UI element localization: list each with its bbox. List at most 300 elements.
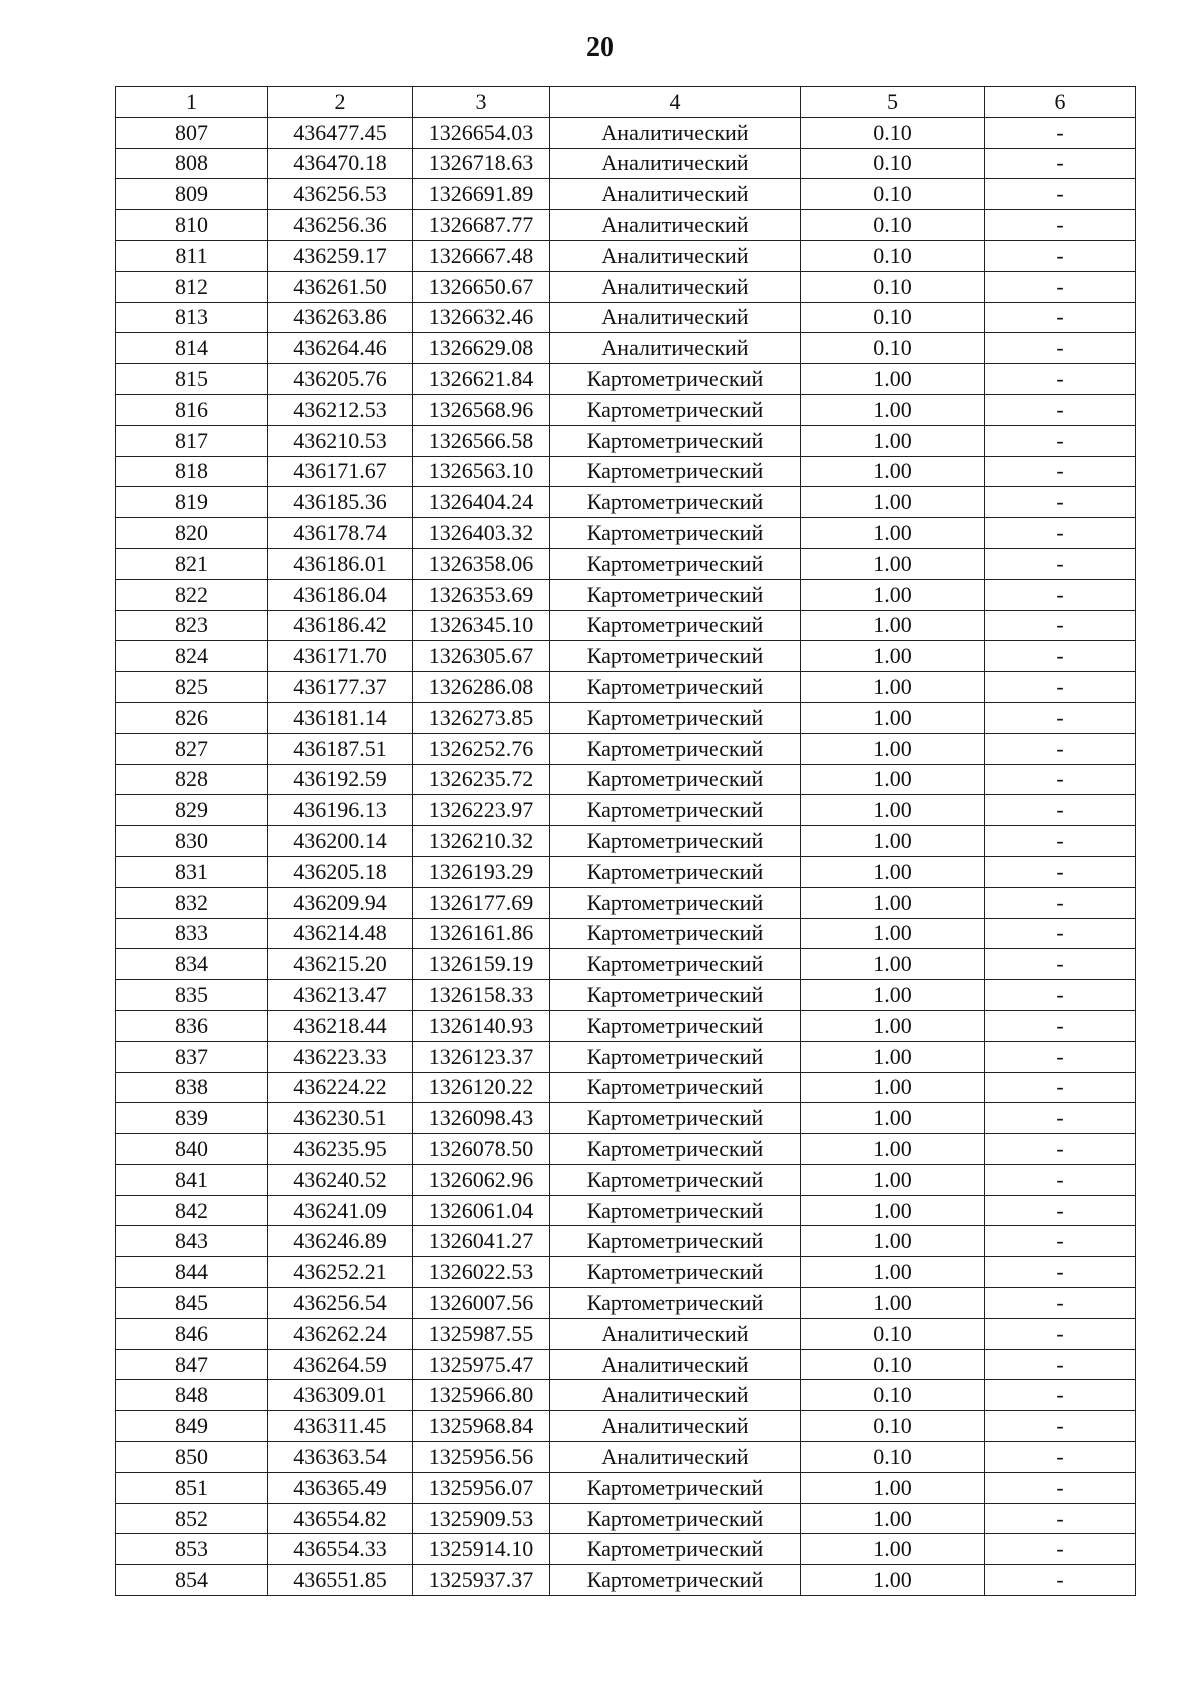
table-row: [116, 487, 1136, 518]
x-coordinate-cell: 436551.85: [268, 1565, 413, 1596]
point-number-cell: 823: [116, 610, 268, 641]
table-row: [116, 1411, 1136, 1442]
note-cell: -: [985, 980, 1136, 1011]
y-coordinate-cell: 1325968.84: [413, 1411, 550, 1442]
point-number-cell: 827: [116, 733, 268, 764]
table-row: [116, 1472, 1136, 1503]
method-cell: Картометрический: [550, 980, 801, 1011]
accuracy-cell: 1.00: [801, 1103, 985, 1134]
point-number-cell: 835: [116, 980, 268, 1011]
column-header-2: 2: [268, 87, 413, 118]
x-coordinate-cell: 436252.21: [268, 1257, 413, 1288]
x-coordinate-cell: 436309.01: [268, 1380, 413, 1411]
table-row: [116, 548, 1136, 579]
method-cell: Картометрический: [550, 456, 801, 487]
accuracy-cell: 1.00: [801, 887, 985, 918]
accuracy-cell: 1.00: [801, 364, 985, 395]
note-cell: -: [985, 579, 1136, 610]
method-cell: Аналитический: [550, 117, 801, 148]
method-cell: Картометрический: [550, 610, 801, 641]
table-row: [116, 887, 1136, 918]
x-coordinate-cell: 436263.86: [268, 302, 413, 333]
method-cell: Картометрический: [550, 518, 801, 549]
note-cell: -: [985, 764, 1136, 795]
method-cell: Картометрический: [550, 548, 801, 579]
method-cell: Картометрический: [550, 579, 801, 610]
accuracy-cell: 1.00: [801, 1503, 985, 1534]
method-cell: Картометрический: [550, 826, 801, 857]
table-row: [116, 364, 1136, 395]
table-row: [116, 1041, 1136, 1072]
y-coordinate-cell: 1326161.86: [413, 918, 550, 949]
y-coordinate-cell: 1326007.56: [413, 1288, 550, 1319]
y-coordinate-cell: 1326062.96: [413, 1164, 550, 1195]
point-number-cell: 846: [116, 1318, 268, 1349]
accuracy-cell: 1.00: [801, 579, 985, 610]
note-cell: -: [985, 518, 1136, 549]
method-cell: Картометрический: [550, 1565, 801, 1596]
point-number-cell: 828: [116, 764, 268, 795]
x-coordinate-cell: 436171.70: [268, 641, 413, 672]
accuracy-cell: 1.00: [801, 795, 985, 826]
note-cell: -: [985, 1503, 1136, 1534]
method-cell: Картометрический: [550, 641, 801, 672]
method-cell: Аналитический: [550, 302, 801, 333]
x-coordinate-cell: 436186.01: [268, 548, 413, 579]
method-cell: Картометрический: [550, 1010, 801, 1041]
table-row: [116, 1318, 1136, 1349]
table-row: [116, 1442, 1136, 1473]
note-cell: -: [985, 733, 1136, 764]
y-coordinate-cell: 1326286.08: [413, 672, 550, 703]
point-number-cell: 807: [116, 117, 268, 148]
point-number-cell: 831: [116, 856, 268, 887]
method-cell: Картометрический: [550, 856, 801, 887]
accuracy-cell: 0.10: [801, 210, 985, 241]
table-row: [116, 1226, 1136, 1257]
y-coordinate-cell: 1326563.10: [413, 456, 550, 487]
x-coordinate-cell: 436246.89: [268, 1226, 413, 1257]
point-number-cell: 813: [116, 302, 268, 333]
method-cell: Аналитический: [550, 333, 801, 364]
note-cell: -: [985, 1565, 1136, 1596]
point-number-cell: 830: [116, 826, 268, 857]
note-cell: -: [985, 1164, 1136, 1195]
y-coordinate-cell: 1326687.77: [413, 210, 550, 241]
method-cell: Картометрический: [550, 733, 801, 764]
table-row: [116, 240, 1136, 271]
x-coordinate-cell: 436177.37: [268, 672, 413, 703]
accuracy-cell: 1.00: [801, 456, 985, 487]
note-cell: -: [985, 271, 1136, 302]
note-cell: -: [985, 1288, 1136, 1319]
accuracy-cell: 1.00: [801, 394, 985, 425]
method-cell: Картометрический: [550, 702, 801, 733]
accuracy-cell: 1.00: [801, 1072, 985, 1103]
point-number-cell: 852: [116, 1503, 268, 1534]
table-body: [116, 87, 1136, 1596]
method-cell: Аналитический: [550, 1380, 801, 1411]
y-coordinate-cell: 1326629.08: [413, 333, 550, 364]
point-number-cell: 851: [116, 1472, 268, 1503]
table-row: [116, 210, 1136, 241]
point-number-cell: 824: [116, 641, 268, 672]
note-cell: -: [985, 1257, 1136, 1288]
x-coordinate-cell: 436200.14: [268, 826, 413, 857]
table-row: [116, 1565, 1136, 1596]
x-coordinate-cell: 436554.33: [268, 1534, 413, 1565]
y-coordinate-cell: 1326718.63: [413, 148, 550, 179]
accuracy-cell: 1.00: [801, 1226, 985, 1257]
point-number-cell: 838: [116, 1072, 268, 1103]
accuracy-cell: 1.00: [801, 949, 985, 980]
y-coordinate-cell: 1326632.46: [413, 302, 550, 333]
table-row: [116, 1349, 1136, 1380]
method-cell: Аналитический: [550, 240, 801, 271]
x-coordinate-cell: 436554.82: [268, 1503, 413, 1534]
table-row: [116, 1257, 1136, 1288]
method-cell: Картометрический: [550, 425, 801, 456]
point-number-cell: 808: [116, 148, 268, 179]
note-cell: -: [985, 1472, 1136, 1503]
x-coordinate-cell: 436264.59: [268, 1349, 413, 1380]
table-row: [116, 333, 1136, 364]
accuracy-cell: 0.10: [801, 1380, 985, 1411]
note-cell: -: [985, 1380, 1136, 1411]
coordinates-table: [115, 86, 1136, 1596]
table-row: [116, 1072, 1136, 1103]
y-coordinate-cell: 1326158.33: [413, 980, 550, 1011]
x-coordinate-cell: 436256.53: [268, 179, 413, 210]
accuracy-cell: 1.00: [801, 702, 985, 733]
method-cell: Аналитический: [550, 1442, 801, 1473]
x-coordinate-cell: 436196.13: [268, 795, 413, 826]
accuracy-cell: 1.00: [801, 733, 985, 764]
table-row: [116, 702, 1136, 733]
x-coordinate-cell: 436256.54: [268, 1288, 413, 1319]
note-cell: -: [985, 641, 1136, 672]
table-row: [116, 179, 1136, 210]
table-row: [116, 949, 1136, 980]
point-number-cell: 814: [116, 333, 268, 364]
accuracy-cell: 1.00: [801, 980, 985, 1011]
table-row: [116, 1195, 1136, 1226]
method-cell: Картометрический: [550, 1534, 801, 1565]
x-coordinate-cell: 436212.53: [268, 394, 413, 425]
x-coordinate-cell: 436186.42: [268, 610, 413, 641]
table-row: [116, 641, 1136, 672]
y-coordinate-cell: 1326650.67: [413, 271, 550, 302]
note-cell: -: [985, 1534, 1136, 1565]
accuracy-cell: 1.00: [801, 518, 985, 549]
note-cell: -: [985, 856, 1136, 887]
x-coordinate-cell: 436224.22: [268, 1072, 413, 1103]
note-cell: -: [985, 672, 1136, 703]
method-cell: Картометрический: [550, 672, 801, 703]
table-row: [116, 1164, 1136, 1195]
x-coordinate-cell: 436365.49: [268, 1472, 413, 1503]
x-coordinate-cell: 436205.18: [268, 856, 413, 887]
point-number-cell: 820: [116, 518, 268, 549]
table-row: [116, 148, 1136, 179]
y-coordinate-cell: 1326403.32: [413, 518, 550, 549]
y-coordinate-cell: 1326667.48: [413, 240, 550, 271]
x-coordinate-cell: 436240.52: [268, 1164, 413, 1195]
accuracy-cell: 1.00: [801, 826, 985, 857]
table-row: [116, 980, 1136, 1011]
y-coordinate-cell: 1325966.80: [413, 1380, 550, 1411]
note-cell: -: [985, 702, 1136, 733]
column-header-3: 3: [413, 87, 550, 118]
method-cell: Картометрический: [550, 1288, 801, 1319]
note-cell: -: [985, 826, 1136, 857]
note-cell: -: [985, 1010, 1136, 1041]
method-cell: Аналитический: [550, 210, 801, 241]
accuracy-cell: 0.10: [801, 1318, 985, 1349]
method-cell: Картометрический: [550, 1103, 801, 1134]
point-number-cell: 833: [116, 918, 268, 949]
table-row: [116, 302, 1136, 333]
method-cell: Картометрический: [550, 487, 801, 518]
x-coordinate-cell: 436185.36: [268, 487, 413, 518]
y-coordinate-cell: 1326691.89: [413, 179, 550, 210]
point-number-cell: 819: [116, 487, 268, 518]
table-row: [116, 394, 1136, 425]
table-row: [116, 456, 1136, 487]
y-coordinate-cell: 1326252.76: [413, 733, 550, 764]
y-coordinate-cell: 1325956.07: [413, 1472, 550, 1503]
accuracy-cell: 1.00: [801, 610, 985, 641]
x-coordinate-cell: 436259.17: [268, 240, 413, 271]
x-coordinate-cell: 436264.46: [268, 333, 413, 364]
accuracy-cell: 1.00: [801, 1565, 985, 1596]
y-coordinate-cell: 1326193.29: [413, 856, 550, 887]
accuracy-cell: 1.00: [801, 856, 985, 887]
y-coordinate-cell: 1326568.96: [413, 394, 550, 425]
method-cell: Картометрический: [550, 1164, 801, 1195]
point-number-cell: 822: [116, 579, 268, 610]
y-coordinate-cell: 1326235.72: [413, 764, 550, 795]
x-coordinate-cell: 436186.04: [268, 579, 413, 610]
x-coordinate-cell: 436261.50: [268, 271, 413, 302]
method-cell: Аналитический: [550, 1411, 801, 1442]
point-number-cell: 854: [116, 1565, 268, 1596]
y-coordinate-cell: 1325909.53: [413, 1503, 550, 1534]
y-coordinate-cell: 1326404.24: [413, 487, 550, 518]
method-cell: Картометрический: [550, 1503, 801, 1534]
y-coordinate-cell: 1326305.67: [413, 641, 550, 672]
column-header-5: 5: [801, 87, 985, 118]
point-number-cell: 809: [116, 179, 268, 210]
y-coordinate-cell: 1326041.27: [413, 1226, 550, 1257]
y-coordinate-cell: 1326273.85: [413, 702, 550, 733]
y-coordinate-cell: 1325914.10: [413, 1534, 550, 1565]
method-cell: Картометрический: [550, 1041, 801, 1072]
point-number-cell: 821: [116, 548, 268, 579]
y-coordinate-cell: 1325956.56: [413, 1442, 550, 1473]
y-coordinate-cell: 1325987.55: [413, 1318, 550, 1349]
table-row: [116, 733, 1136, 764]
note-cell: -: [985, 1318, 1136, 1349]
accuracy-cell: 1.00: [801, 1195, 985, 1226]
note-cell: -: [985, 949, 1136, 980]
point-number-cell: 834: [116, 949, 268, 980]
note-cell: -: [985, 364, 1136, 395]
accuracy-cell: 1.00: [801, 1164, 985, 1195]
table-row: [116, 1380, 1136, 1411]
x-coordinate-cell: 436241.09: [268, 1195, 413, 1226]
method-cell: Картометрический: [550, 1134, 801, 1165]
x-coordinate-cell: 436223.33: [268, 1041, 413, 1072]
y-coordinate-cell: 1326654.03: [413, 117, 550, 148]
table-row: [116, 1534, 1136, 1565]
accuracy-cell: 0.10: [801, 333, 985, 364]
note-cell: -: [985, 887, 1136, 918]
table-row: [116, 1503, 1136, 1534]
table-row: [116, 518, 1136, 549]
method-cell: Картометрический: [550, 1072, 801, 1103]
y-coordinate-cell: 1326353.69: [413, 579, 550, 610]
table-row: [116, 826, 1136, 857]
point-number-cell: 818: [116, 456, 268, 487]
note-cell: -: [985, 210, 1136, 241]
point-number-cell: 832: [116, 887, 268, 918]
x-coordinate-cell: 436215.20: [268, 949, 413, 980]
method-cell: Картометрический: [550, 1195, 801, 1226]
method-cell: Картометрический: [550, 1226, 801, 1257]
y-coordinate-cell: 1326177.69: [413, 887, 550, 918]
accuracy-cell: 1.00: [801, 1041, 985, 1072]
x-coordinate-cell: 436230.51: [268, 1103, 413, 1134]
accuracy-cell: 0.10: [801, 302, 985, 333]
method-cell: Картометрический: [550, 887, 801, 918]
note-cell: -: [985, 148, 1136, 179]
note-cell: -: [985, 1195, 1136, 1226]
note-cell: -: [985, 1103, 1136, 1134]
x-coordinate-cell: 436214.48: [268, 918, 413, 949]
point-number-cell: 826: [116, 702, 268, 733]
y-coordinate-cell: 1326120.22: [413, 1072, 550, 1103]
y-coordinate-cell: 1326358.06: [413, 548, 550, 579]
y-coordinate-cell: 1326621.84: [413, 364, 550, 395]
point-number-cell: 817: [116, 425, 268, 456]
point-number-cell: 841: [116, 1164, 268, 1195]
accuracy-cell: 1.00: [801, 1472, 985, 1503]
y-coordinate-cell: 1326061.04: [413, 1195, 550, 1226]
x-coordinate-cell: 436213.47: [268, 980, 413, 1011]
method-cell: Картометрический: [550, 1472, 801, 1503]
y-coordinate-cell: 1326345.10: [413, 610, 550, 641]
accuracy-cell: 0.10: [801, 1411, 985, 1442]
note-cell: -: [985, 302, 1136, 333]
table-row: [116, 271, 1136, 302]
note-cell: -: [985, 117, 1136, 148]
accuracy-cell: 0.10: [801, 179, 985, 210]
note-cell: -: [985, 394, 1136, 425]
note-cell: -: [985, 1072, 1136, 1103]
point-number-cell: 816: [116, 394, 268, 425]
method-cell: Аналитический: [550, 148, 801, 179]
accuracy-cell: 1.00: [801, 1257, 985, 1288]
x-coordinate-cell: 436187.51: [268, 733, 413, 764]
x-coordinate-cell: 436171.67: [268, 456, 413, 487]
accuracy-cell: 1.00: [801, 487, 985, 518]
table-row: [116, 1103, 1136, 1134]
table-row: [116, 672, 1136, 703]
x-coordinate-cell: 436181.14: [268, 702, 413, 733]
point-number-cell: 815: [116, 364, 268, 395]
point-number-cell: 840: [116, 1134, 268, 1165]
method-cell: Картометрический: [550, 918, 801, 949]
method-cell: Аналитический: [550, 271, 801, 302]
page-number: 20: [586, 32, 614, 63]
note-cell: -: [985, 795, 1136, 826]
table-row: [116, 117, 1136, 148]
point-number-cell: 844: [116, 1257, 268, 1288]
point-number-cell: 847: [116, 1349, 268, 1380]
table-row: [116, 856, 1136, 887]
note-cell: -: [985, 333, 1136, 364]
x-coordinate-cell: 436192.59: [268, 764, 413, 795]
table-row: [116, 795, 1136, 826]
note-cell: -: [985, 610, 1136, 641]
accuracy-cell: 1.00: [801, 641, 985, 672]
accuracy-cell: 1.00: [801, 1010, 985, 1041]
method-cell: Картометрический: [550, 795, 801, 826]
note-cell: -: [985, 425, 1136, 456]
accuracy-cell: 1.00: [801, 1288, 985, 1319]
table-row: [116, 610, 1136, 641]
x-coordinate-cell: 436311.45: [268, 1411, 413, 1442]
x-coordinate-cell: 436235.95: [268, 1134, 413, 1165]
note-cell: -: [985, 1041, 1136, 1072]
y-coordinate-cell: 1325937.37: [413, 1565, 550, 1596]
column-header-6: 6: [985, 87, 1136, 118]
y-coordinate-cell: 1325975.47: [413, 1349, 550, 1380]
note-cell: -: [985, 548, 1136, 579]
table-row: [116, 764, 1136, 795]
x-coordinate-cell: 436262.24: [268, 1318, 413, 1349]
method-cell: Аналитический: [550, 1349, 801, 1380]
x-coordinate-cell: 436178.74: [268, 518, 413, 549]
y-coordinate-cell: 1326566.58: [413, 425, 550, 456]
point-number-cell: 849: [116, 1411, 268, 1442]
accuracy-cell: 0.10: [801, 240, 985, 271]
note-cell: -: [985, 1411, 1136, 1442]
note-cell: -: [985, 1349, 1136, 1380]
accuracy-cell: 0.10: [801, 148, 985, 179]
accuracy-cell: 0.10: [801, 271, 985, 302]
point-number-cell: 829: [116, 795, 268, 826]
point-number-cell: 837: [116, 1041, 268, 1072]
point-number-cell: 810: [116, 210, 268, 241]
x-coordinate-cell: 436209.94: [268, 887, 413, 918]
point-number-cell: 842: [116, 1195, 268, 1226]
x-coordinate-cell: 436477.45: [268, 117, 413, 148]
note-cell: -: [985, 918, 1136, 949]
x-coordinate-cell: 436205.76: [268, 364, 413, 395]
point-number-cell: 811: [116, 240, 268, 271]
x-coordinate-cell: 436218.44: [268, 1010, 413, 1041]
accuracy-cell: 0.10: [801, 117, 985, 148]
note-cell: -: [985, 487, 1136, 518]
table-header-row: [116, 87, 1136, 118]
point-number-cell: 853: [116, 1534, 268, 1565]
point-number-cell: 839: [116, 1103, 268, 1134]
note-cell: -: [985, 1134, 1136, 1165]
method-cell: Картометрический: [550, 764, 801, 795]
table-row: [116, 1288, 1136, 1319]
